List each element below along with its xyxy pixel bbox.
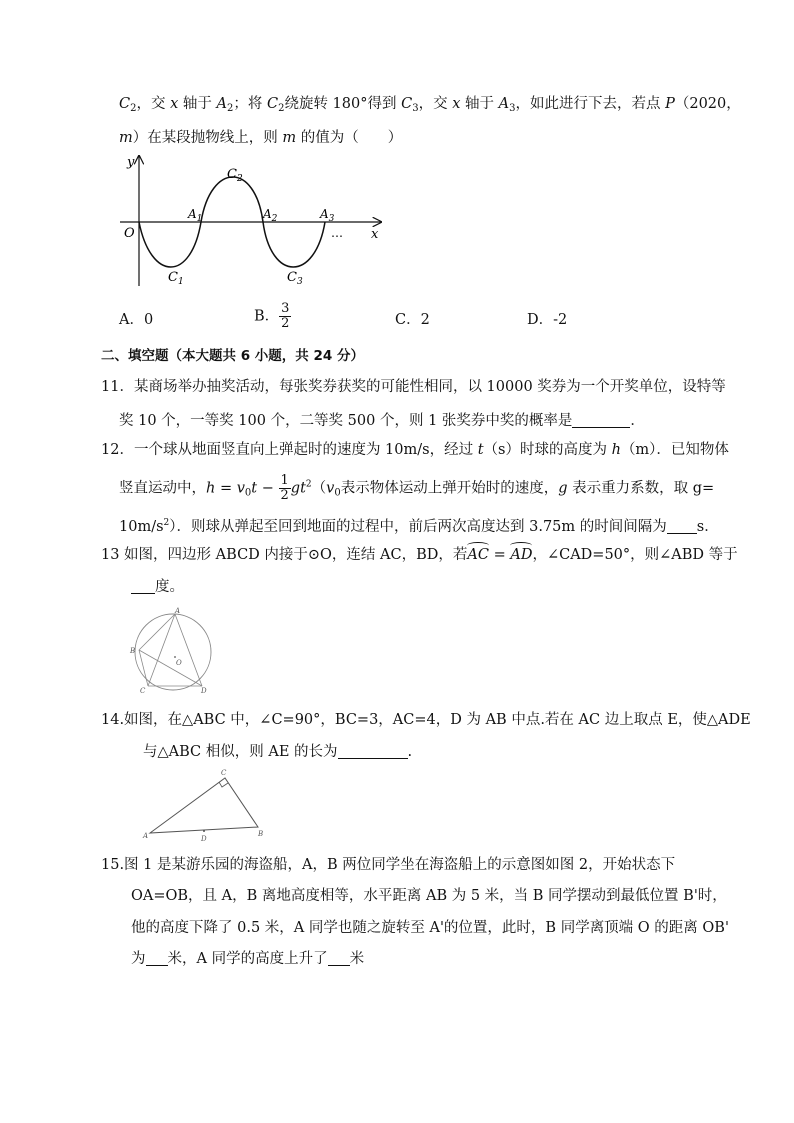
q10-text: 2 [130,103,137,114]
arc-ac: AC [467,547,489,563]
q14-line2 [143,742,412,762]
q13-line2 [131,577,184,597]
q10-text: C [401,96,413,112]
label-a: A [175,607,181,615]
q10-text: ，如此进行下去，若点 [515,96,666,112]
y-label: y [127,155,135,170]
answer-blank[interactable] [338,743,408,759]
fraction-numerator: 1 [280,473,289,488]
q14-text: 与△ABC 相似，则 AE 的长为 [143,744,338,760]
q12-line3 [119,513,719,537]
formula: h [206,480,216,497]
q11-text: 奖 10 个，一等奖 100 个，二等奖 500 个，则 1 张奖券中奖的概率是 [119,413,573,429]
q15-line1: 15.图 1 是某游乐园的海盗船，A，B 两位同学坐在海盗船上的示意图如图 2，开始状态下 [101,857,676,873]
answer-blank[interactable] [572,412,630,428]
q12-text: 10m/s [119,519,164,535]
q14-line1: 14.如图，在△ABC 中，∠C=90°，BC=3，AC=4，D 为 AB 中点.若在 AC 边上取点 E，使△ADE [101,712,751,728]
formula: v [236,480,245,497]
q10-parabola-graph [115,150,395,290]
option-b-label: B． [254,308,280,325]
answer-blank[interactable] [667,518,697,534]
option-a[interactable]: A．0 [119,312,154,328]
q12-text: （s）时球的高度为 [483,442,612,458]
q10-text: C [119,96,131,112]
q15-text: 为 [131,951,146,967]
q12-text: （ [311,480,327,497]
q10-line1 [119,94,741,119]
q12-text: s． [696,519,719,535]
q10-text: x [170,96,179,112]
x-label: x [371,227,379,242]
c1-label: $C_1$ [168,270,184,287]
formula: = [215,480,237,497]
q13-text: = [488,547,511,563]
q10-text: A [216,96,227,112]
q10-text: ）在某段抛物线上，则 [132,130,283,146]
formula: 0 [244,487,252,499]
section-heading: 二、填空题（本大题共 6 小题，共 24 分） [101,348,364,364]
q10-text: 绕旋转 180°得到 [284,96,402,112]
q10-text: ，交 [418,96,453,112]
q11-line2 [119,411,645,431]
q10-text: C [266,96,279,112]
label-d: D [201,835,207,843]
q12-text: 2 [163,518,170,528]
label-a: A [143,832,149,840]
q13-circle-figure [128,605,218,695]
q12-text: （m）．已知物体 [620,442,729,458]
q10-text: A [498,96,510,112]
q10-text: m [119,130,133,146]
fraction-denominator: 2 [280,488,289,503]
q12-text: t [477,442,484,458]
q15-line4 [131,949,364,969]
q14-text: . [407,744,413,760]
q15-text: 米 [349,951,365,967]
answer-blank[interactable] [146,950,168,966]
q13-text: 13 如图，四边形 ABCD 内接于⊙O，连结 AC，BD，若 [101,547,468,563]
q12-text: v [326,480,335,497]
label-c: C [221,769,227,777]
q15-line2: OA=OB，且 A，B 离地高度相等，水平距离 AB 为 5 米，当 B 同学摆动到最低位置 B'时， [131,888,727,904]
c2-label: $C_2$ [227,167,243,184]
q10-text: ；将 [233,96,267,112]
q10-text: （2020， [674,96,741,112]
q13-text: ，∠CAD=50°，则∠ABD 等于 [532,547,738,563]
q12-text: g [558,480,568,497]
option-d[interactable]: D．-2 [527,312,568,328]
c3-label: $C_3$ [287,270,303,287]
q13-text: 度。 [155,579,184,595]
fraction-denominator: 2 [281,316,290,331]
a2-label: $A_2$ [263,207,278,224]
q12-text: h [611,442,621,458]
a1-label: $A_1$ [188,207,203,224]
q12-line1 [101,440,729,460]
q10-text: 2 [278,103,285,114]
q11-text: ． [630,413,645,429]
q15-line3: 他的高度下降了 0.5 米，A 同学也随之旋转至 A'的位置，此时，B 同学离顶端 O 的距离 OB' [131,920,729,936]
ellipsis: … [331,226,343,240]
a3-label: $A_3$ [320,207,335,224]
answer-blank[interactable] [328,950,350,966]
q12-text: 表示重力系数，取 g= [567,480,715,497]
q10-text: ，交 [136,96,171,112]
q10-text: 2 [226,103,234,114]
label-b: B [258,830,264,838]
option-b[interactable] [254,302,291,331]
q10-text: 轴于 [178,96,217,112]
q10-line2 [119,128,402,148]
q10-text: 的值为（ ） [296,130,403,146]
q12-text: 0 [334,487,341,499]
q10-text: m [282,130,297,146]
origin-label: O [124,226,135,241]
q12-text: 竖直运动中， [119,480,206,497]
q13-line1 [101,545,738,565]
label-o: O [176,659,182,667]
formula: gt [290,480,306,497]
option-b-fraction [279,302,291,331]
label-d: D [201,687,207,695]
q10-text: 3 [509,103,516,114]
q12-line2 [119,474,714,504]
q12-text: 表示物体运动上弹开始时的速度， [340,480,559,497]
formula: 2 [305,479,312,490]
q15-text: 米，A 同学的高度上升了 [167,951,328,967]
label-b: B [130,647,136,655]
q10-text: x [452,96,461,112]
q10-text: P [665,96,675,112]
formula-fraction [279,474,291,503]
q10-text: 轴于 [460,96,499,112]
formula: t [251,480,258,497]
q12-text: 12．一个球从地面竖直向上弹起时的速度为 10m/s，经过 [101,442,478,458]
q12-text: ）．则球从弹起至回到地面的过程中，前后两次高度达到 3.75m 的时间间隔为 [169,519,667,535]
q10-text: 3 [412,103,419,114]
answer-blank[interactable] [131,578,155,594]
q11-line1: 11．某商场举办抽奖活动，每张奖券获奖的可能性相同，以 10000 奖券为一个开奖单位，设特等 [101,379,726,395]
q14-triangle-figure [140,765,275,845]
fraction-numerator: 3 [281,301,290,316]
label-c: C [140,687,146,695]
formula: − [257,480,279,497]
option-c[interactable]: C．2 [395,312,430,328]
arc-ad: AD [510,547,533,563]
